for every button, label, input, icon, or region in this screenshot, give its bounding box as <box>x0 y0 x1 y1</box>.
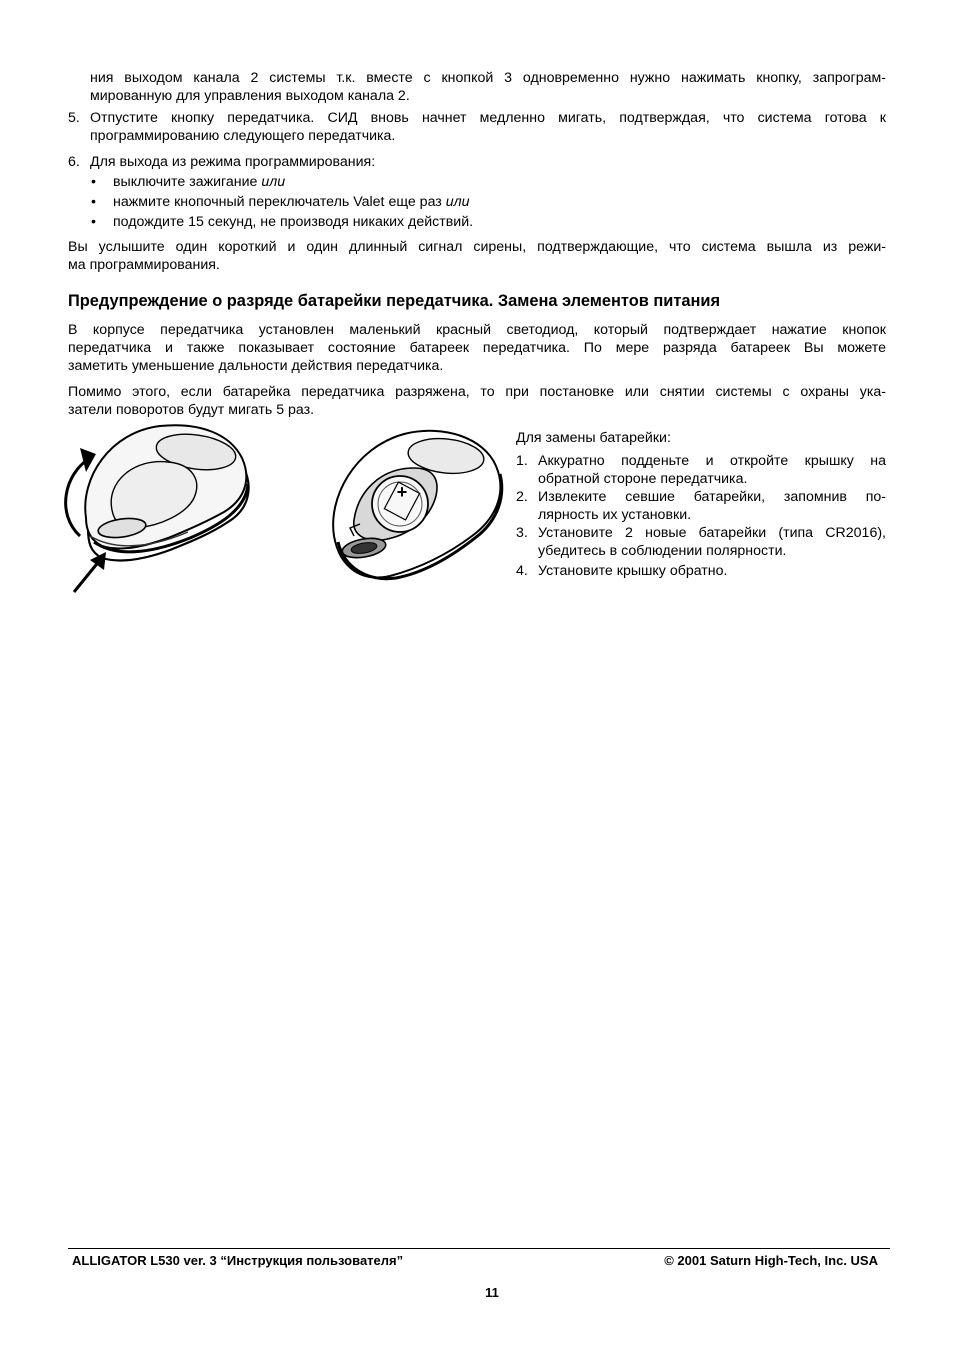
transmitter-open-illustration <box>324 428 504 584</box>
replacement-step4-number: 4. <box>516 563 528 579</box>
continuation-line-2: мированную для управления выходом канала 2. <box>90 88 410 104</box>
replacement-step3-number: 3. <box>516 525 528 541</box>
section-heading: Предупреждение о разряде батарейки передатчика. Замена элементов питания <box>68 292 721 310</box>
replacement-step2-number: 2. <box>516 489 528 505</box>
replacement-step3-line-1: Установите 2 новые батарейки (типа CR2016), <box>538 525 886 541</box>
replacement-step1-line-2: обратной стороне передатчика. <box>538 471 748 487</box>
bullet-dot: • <box>91 194 96 210</box>
replacement-step3-line-2: убедитесь в соблюдении полярности. <box>538 543 787 559</box>
replacement-intro: Для замены батарейки: <box>516 430 671 446</box>
section-para1-line-3: заметить уменьшение дальности действия передатчика. <box>68 358 444 374</box>
replacement-step2-line-2: лярность их установки. <box>538 507 692 523</box>
bullet-item-3: подождите 15 секунд, не производя никаких действий. <box>113 214 474 230</box>
footer-divider <box>68 1248 890 1249</box>
step6-number: 6. <box>68 154 80 170</box>
section-para2-line-1: Помимо этого, если батарейка передатчика разряжена, то при постановке или снятии системы с охраны ука- <box>68 384 886 400</box>
continuation-line-1: ния выходом канала 2 системы т.к. вместе с кнопкой 3 одновременно нужно нажимать кнопку, запрограм- <box>90 70 886 86</box>
bullet-dot: • <box>91 174 96 190</box>
footer-right: © 2001 Saturn High-Tech, Inc. USA <box>664 1253 878 1268</box>
step5-number: 5. <box>68 110 80 126</box>
replacement-step4-line-1: Установите крышку обратно. <box>538 563 728 579</box>
exit-note-line-1: Вы услышите один короткий и один длинный сигнал сирены, подтверждающие, что система вышла из режи- <box>68 239 886 255</box>
step6-text: Для выхода из режима программирования: <box>90 154 376 170</box>
battery-plus-mark: + <box>396 482 408 502</box>
page-number: 11 <box>485 1285 499 1300</box>
bullet-dot: • <box>91 214 96 230</box>
replacement-step1-number: 1. <box>516 453 528 469</box>
bullet-item-1: выключите зажигание или <box>113 174 286 190</box>
section-para1-line-1: В корпусе передатчика установлен маленький красный светодиод, который подтверждает нажатие кнопок <box>68 322 886 338</box>
replacement-step2-line-1: Извлеките севшие батарейки, запомнив по- <box>538 489 886 505</box>
step5-line-1: Отпустите кнопку передатчика. СИД вновь начнет медленно мигать, подтверждая, что система готова к <box>90 110 886 126</box>
exit-note-line-2: ма программирования. <box>68 257 220 273</box>
section-para1-line-2: передатчика и также показывает состояние батареек передатчика. По мере разряда батареек Вы можете <box>68 340 886 356</box>
bullet-item-2: нажмите кнопочный переключатель Valet еще раз или <box>113 194 470 210</box>
transmitter-closed-illustration <box>50 418 260 600</box>
section-para2-line-2: затели поворотов будут мигать 5 раз. <box>68 402 315 418</box>
replacement-step1-line-1: Аккуратно подденьте и откройте крышку на <box>538 453 886 469</box>
footer-left: ALLIGATOR L530 ver. 3 “Инструкция пользователя” <box>72 1253 404 1268</box>
step5-line-2: программированию следующего передатчика. <box>90 128 396 144</box>
